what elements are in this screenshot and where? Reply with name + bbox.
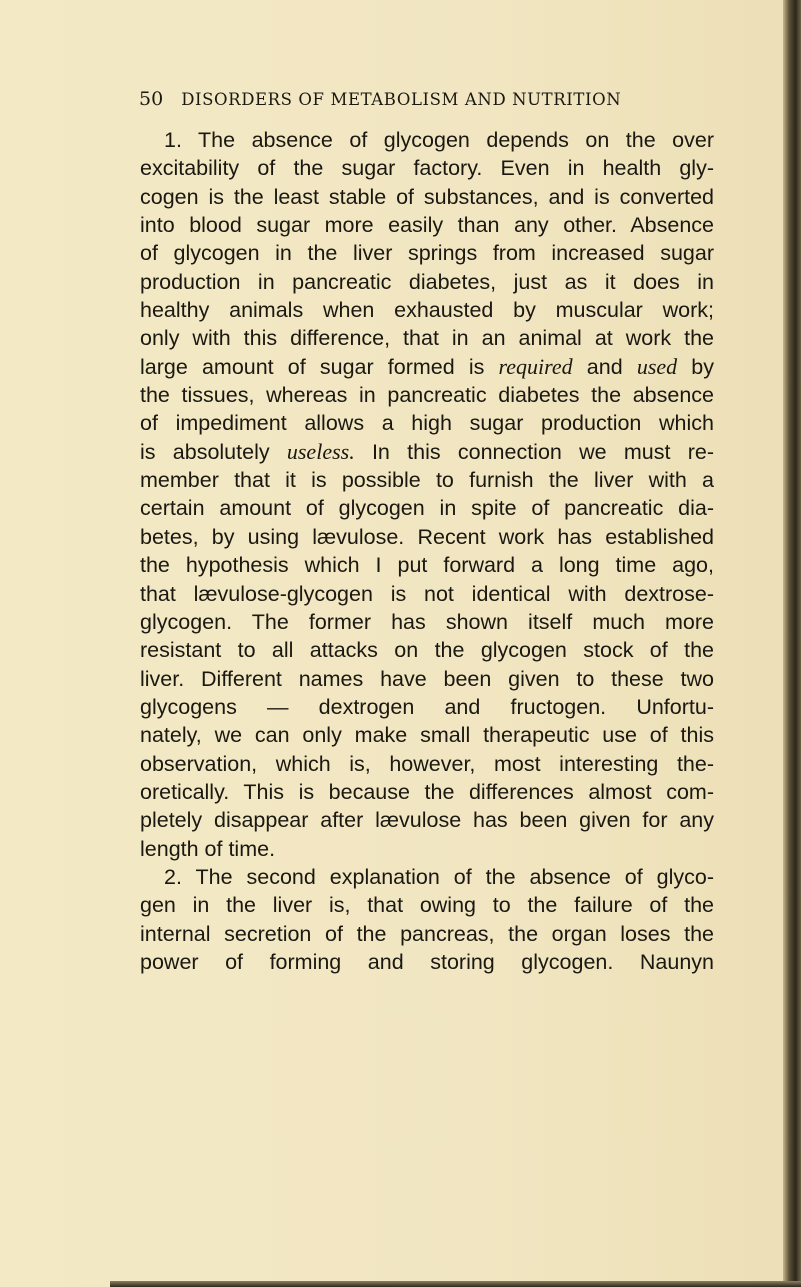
text-line: excitability of the sugar factory. Even in health gly- — [140, 156, 714, 181]
text-segment: and — [572, 354, 637, 379]
text-line: into blood sugar more easily than any other. Absence — [140, 213, 714, 238]
text-line: gen in the liver is, that owing to the failure of the — [140, 893, 714, 918]
text-line: betes, by using lævulose. Recent work has established — [140, 524, 714, 549]
text-line: certain amount of glycogen in spite of pancreatic dia- — [140, 496, 714, 521]
text-line: that lævulose-glycogen is not identical with dextrose- — [140, 581, 714, 606]
text-segment: is absolutely — [140, 439, 287, 464]
text-line: length of time. — [140, 836, 276, 861]
text-line: the hypothesis which I put forward a long time ago, — [140, 553, 714, 578]
text-line: resistant to all attacks on the glycogen stock of the — [140, 638, 714, 663]
italic-word-useless: useless. — [286, 438, 355, 464]
text-line — [140, 438, 714, 466]
text-segment: In this connection we must re- — [354, 439, 714, 464]
text-line: liver. Different names have been given to these two — [140, 666, 714, 691]
text-line: of glycogen in the liver springs from increased sugar — [140, 241, 714, 266]
text-line: nately, we can only make small therapeutic use of this — [140, 723, 714, 748]
page-bottom-shadow — [110, 1281, 801, 1287]
text-segment: by — [677, 354, 714, 379]
running-title: DISORDERS OF METABOLISM AND NUTRITION — [181, 90, 622, 109]
text-line: member that it is possible to furnish the liver with a — [140, 468, 714, 493]
text-line: production in pancreatic diabetes, just as it does in — [140, 269, 714, 294]
text-segment: large amount of sugar formed is — [140, 354, 499, 379]
italic-word-used: used — [636, 353, 678, 379]
text-line: cogen is the least stable of substances, and is converted — [140, 184, 714, 209]
text-line — [140, 353, 714, 381]
text-line: pletely disappear after lævulose has been given for any — [140, 808, 714, 833]
text-line: oretically. This is because the differences almost com- — [140, 779, 714, 804]
body-text — [140, 126, 714, 976]
italic-word-required: required — [498, 353, 573, 379]
text-line: the tissues, whereas in pancreatic diabetes the absence — [140, 383, 714, 408]
page-number: 50 — [139, 88, 164, 110]
text-line: only with this difference, that in an animal at work the — [140, 326, 714, 351]
text-line: 2. The second explanation of the absence of glyco- — [164, 864, 714, 889]
text-line: 1. The absence of glycogen depends on the over — [164, 128, 714, 152]
text-line: glycogens — dextrogen and fructogen. Unfortu- — [140, 694, 714, 719]
text-line: of impediment allows a high sugar production which — [140, 411, 714, 436]
text-line: observation, which is, however, most interesting the- — [140, 751, 714, 776]
text-line: power of forming and storing glycogen. Naunyn — [140, 949, 714, 974]
text-line: internal secretion of the pancreas, the organ loses the — [140, 921, 714, 946]
running-header — [139, 88, 699, 110]
page-edge-shadow — [783, 0, 801, 1287]
text-line: healthy animals when exhausted by muscular work; — [140, 298, 714, 323]
text-line: glycogen. The former has shown itself much more — [140, 609, 714, 634]
